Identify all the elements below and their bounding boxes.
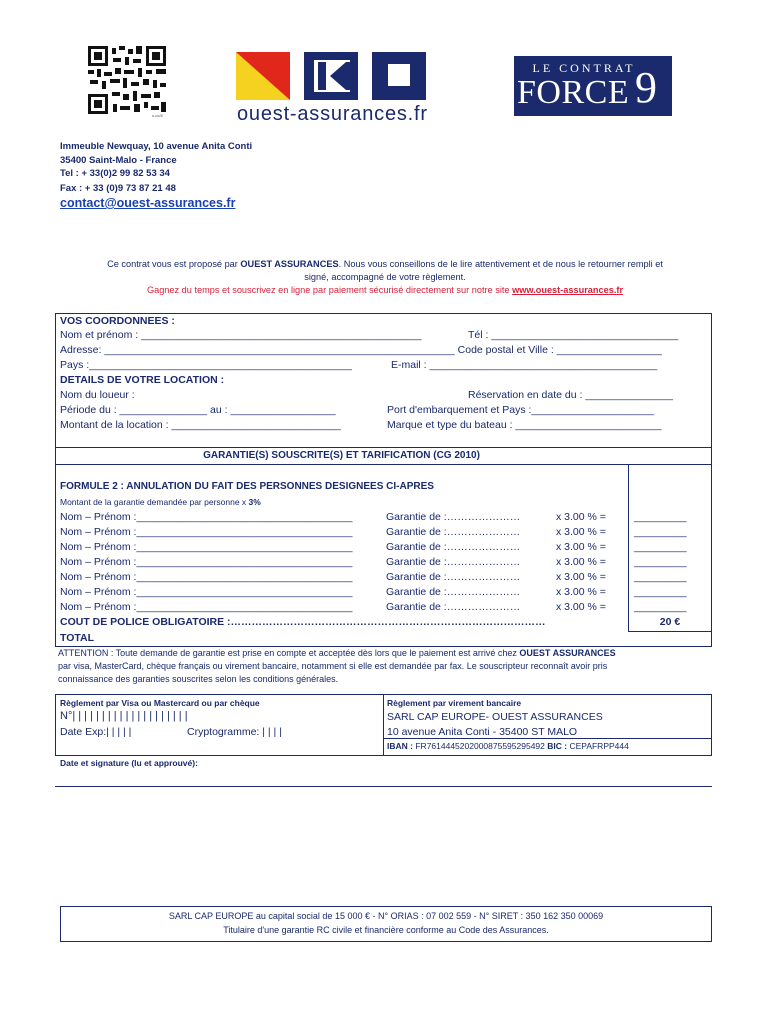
- guarantee-rate: 3%: [248, 497, 261, 507]
- card-number-field[interactable]: N°| | | | | | | | | | | | | | | | | | | |: [60, 710, 188, 722]
- iban-line: IBAN : FR7614445202000875595295492 BIC : CEPAFRPP444: [387, 741, 629, 751]
- rate-label: x 3.00 % =: [556, 511, 606, 523]
- row-total-field[interactable]: _________: [634, 541, 687, 553]
- person-name-field[interactable]: Nom – Prénom :_____________________________________: [60, 601, 353, 613]
- intro-line3: Gagnez du temps et souscrivez en ligne par paiement sécurisé directement sur notre site www.ouest-assurances.fr: [146, 285, 624, 295]
- address-field[interactable]: Adresse: ____________________________________________________________ Code postal et Ville : __________________: [60, 344, 662, 356]
- policy-cost-label: COUT DE POLICE OBLIGATOIRE :………………………………………………………………………………: [60, 616, 546, 628]
- signature-label: Date et signature (lu et approuvé):: [60, 758, 198, 768]
- website-link[interactable]: www.ouest-assurances.fr: [512, 285, 624, 295]
- guarantees-heading-divider: [55, 464, 712, 465]
- iban-divider: [383, 738, 712, 739]
- period-field[interactable]: Période du : _______________ au : __________________: [60, 404, 336, 416]
- phone-field[interactable]: Tél : ________________________________: [468, 329, 679, 341]
- contact-fax: Fax : + 33 (0)9 73 87 21 48: [60, 183, 176, 194]
- qr-caption: s.co/8: [152, 113, 163, 118]
- port-field[interactable]: Port d'embarquement et Pays :_____________________: [387, 404, 655, 416]
- rate-label: x 3.00 % =: [556, 556, 606, 568]
- name-field[interactable]: Nom et prénom : ________________________________________________: [60, 329, 422, 341]
- person-name-field[interactable]: Nom – Prénom :_____________________________________: [60, 526, 353, 538]
- guarantee-value-field[interactable]: Garantie de :…………………: [386, 541, 521, 553]
- guarantees-heading: GARANTIE(S) SOUSCRITE(S) ET TARIFICATION (CG 2010): [203, 450, 480, 461]
- location-heading: DETAILS DE VOTRE LOCATION :: [60, 374, 225, 386]
- payment-divider: [383, 694, 384, 756]
- policy-cost-amount: 20 €: [659, 616, 681, 628]
- person-name-field[interactable]: Nom – Prénom :_____________________________________: [60, 541, 353, 553]
- total-label: TOTAL: [60, 632, 95, 644]
- rate-label: x 3.00 % =: [556, 571, 606, 583]
- attention-line3: connaissance des garanties souscrites selon les conditions générales.: [58, 674, 339, 684]
- force9-line1: LE CONTRAT: [532, 61, 636, 75]
- contact-tel: Tel : + 33(0)2 99 82 53 34: [60, 168, 170, 179]
- guarantee-amount-label: Montant de la garantie demandée par personne x 3%: [60, 497, 261, 507]
- guarantee-value-field[interactable]: Garantie de :…………………: [386, 601, 521, 613]
- intro-line1: Ce contrat vous est proposé par OUEST ASSURANCES. Nous vous conseillons de le lire attentivement et de nous le retourner rempli et: [107, 259, 663, 269]
- force9-line2: FORCE: [517, 74, 630, 111]
- signature-line[interactable]: [55, 786, 712, 787]
- rate-label: x 3.00 % =: [556, 541, 606, 553]
- boat-type-field[interactable]: Marque et type du bateau : _________________________: [387, 419, 662, 431]
- footer-line1: SARL CAP EUROPE au capital social de 15 000 € - N° ORIAS : 07 002 559 - N° SIRET : 350 162 350 00069: [168, 911, 604, 921]
- contact-address: Immeuble Newquay, 10 avenue Anita Conti: [60, 141, 253, 152]
- attention-company: OUEST ASSURANCES: [519, 648, 616, 658]
- guarantee-value-field[interactable]: Garantie de :…………………: [386, 526, 521, 538]
- email-field[interactable]: E-mail : _______________________________________: [391, 359, 658, 371]
- footer-line2: Titulaire d'une garantie RC civile et financière conforme au Code des Assurances.: [223, 925, 549, 935]
- rate-label: x 3.00 % =: [556, 586, 606, 598]
- card-crypto-field[interactable]: Cryptogramme: | | | |: [187, 726, 282, 738]
- logo-text: ouest-assurances.fr: [237, 103, 428, 125]
- person-name-field[interactable]: Nom – Prénom :_____________________________________: [60, 586, 353, 598]
- iban-value: FR7614445202000875595295492: [415, 741, 545, 751]
- attention-line2: par visa, MasterCard, chèque français ou virement bancaire, notamment si elle est demandée par fax. Le souscripteur reconnaît avoir pris: [58, 661, 608, 671]
- force9-line3: 9: [635, 63, 657, 112]
- country-field[interactable]: Pays :_____________________________________________: [60, 359, 352, 371]
- rate-label: x 3.00 % =: [556, 526, 606, 538]
- attention-line1: ATTENTION : Toute demande de garantie est prise en compte et acceptée dès lors que le paiement est arrivé chez OUEST ASSURANCES: [58, 648, 616, 658]
- transfer-payment-heading: Règlement par virement bancaire: [387, 698, 522, 708]
- intro-company: OUEST ASSURANCES: [240, 259, 339, 269]
- rate-label: x 3.00 % =: [556, 601, 606, 613]
- legal-footer: [60, 906, 712, 942]
- qr-code: [88, 46, 166, 114]
- intro-line2: signé, accompagné de votre règlement.: [304, 272, 466, 282]
- renter-name-field[interactable]: Nom du loueur :: [60, 389, 135, 401]
- person-name-field[interactable]: Nom – Prénom :_____________________________________: [60, 511, 353, 523]
- coordinates-heading: VOS COORDONNEES :: [60, 315, 175, 327]
- row-total-field[interactable]: _________: [634, 526, 687, 538]
- guarantee-value-field[interactable]: Garantie de :…………………: [386, 511, 521, 523]
- rental-amount-field[interactable]: Montant de la location : _____________________________: [60, 419, 341, 431]
- card-payment-heading: Règlement par Visa ou Mastercard ou par chèque: [60, 698, 260, 708]
- row-total-field[interactable]: _________: [634, 586, 687, 598]
- guarantee-value-field[interactable]: Garantie de :…………………: [386, 571, 521, 583]
- person-name-field[interactable]: Nom – Prénom :_____________________________________: [60, 556, 353, 568]
- row-total-field[interactable]: _________: [634, 511, 687, 523]
- transfer-company: SARL CAP EUROPE- OUEST ASSURANCES: [387, 711, 603, 723]
- guarantee-value-field[interactable]: Garantie de :…………………: [386, 556, 521, 568]
- reservation-date-field[interactable]: Réservation en date du : _______________: [468, 389, 673, 401]
- row-total-field[interactable]: _________: [634, 556, 687, 568]
- row-total-field[interactable]: _________: [634, 601, 687, 613]
- card-expiry-field[interactable]: Date Exp:| | | | |: [60, 726, 132, 738]
- row-total-field[interactable]: _________: [634, 571, 687, 583]
- guarantee-value-field[interactable]: Garantie de :…………………: [386, 586, 521, 598]
- contact-email-link[interactable]: contact@ouest-assurances.fr: [60, 196, 236, 210]
- transfer-address: 10 avenue Anita Conti - 35400 ST MALO: [387, 726, 578, 738]
- contact-city: 35400 Saint-Malo - France: [60, 155, 177, 166]
- formula-heading: FORMULE 2 : ANNULATION DU FAIT DES PERSONNES DESIGNEES CI-APRES: [60, 481, 434, 492]
- bic-value: CEPAFRPP444: [569, 741, 629, 751]
- person-name-field[interactable]: Nom – Prénom :_____________________________________: [60, 571, 353, 583]
- force9-logo: [514, 56, 672, 116]
